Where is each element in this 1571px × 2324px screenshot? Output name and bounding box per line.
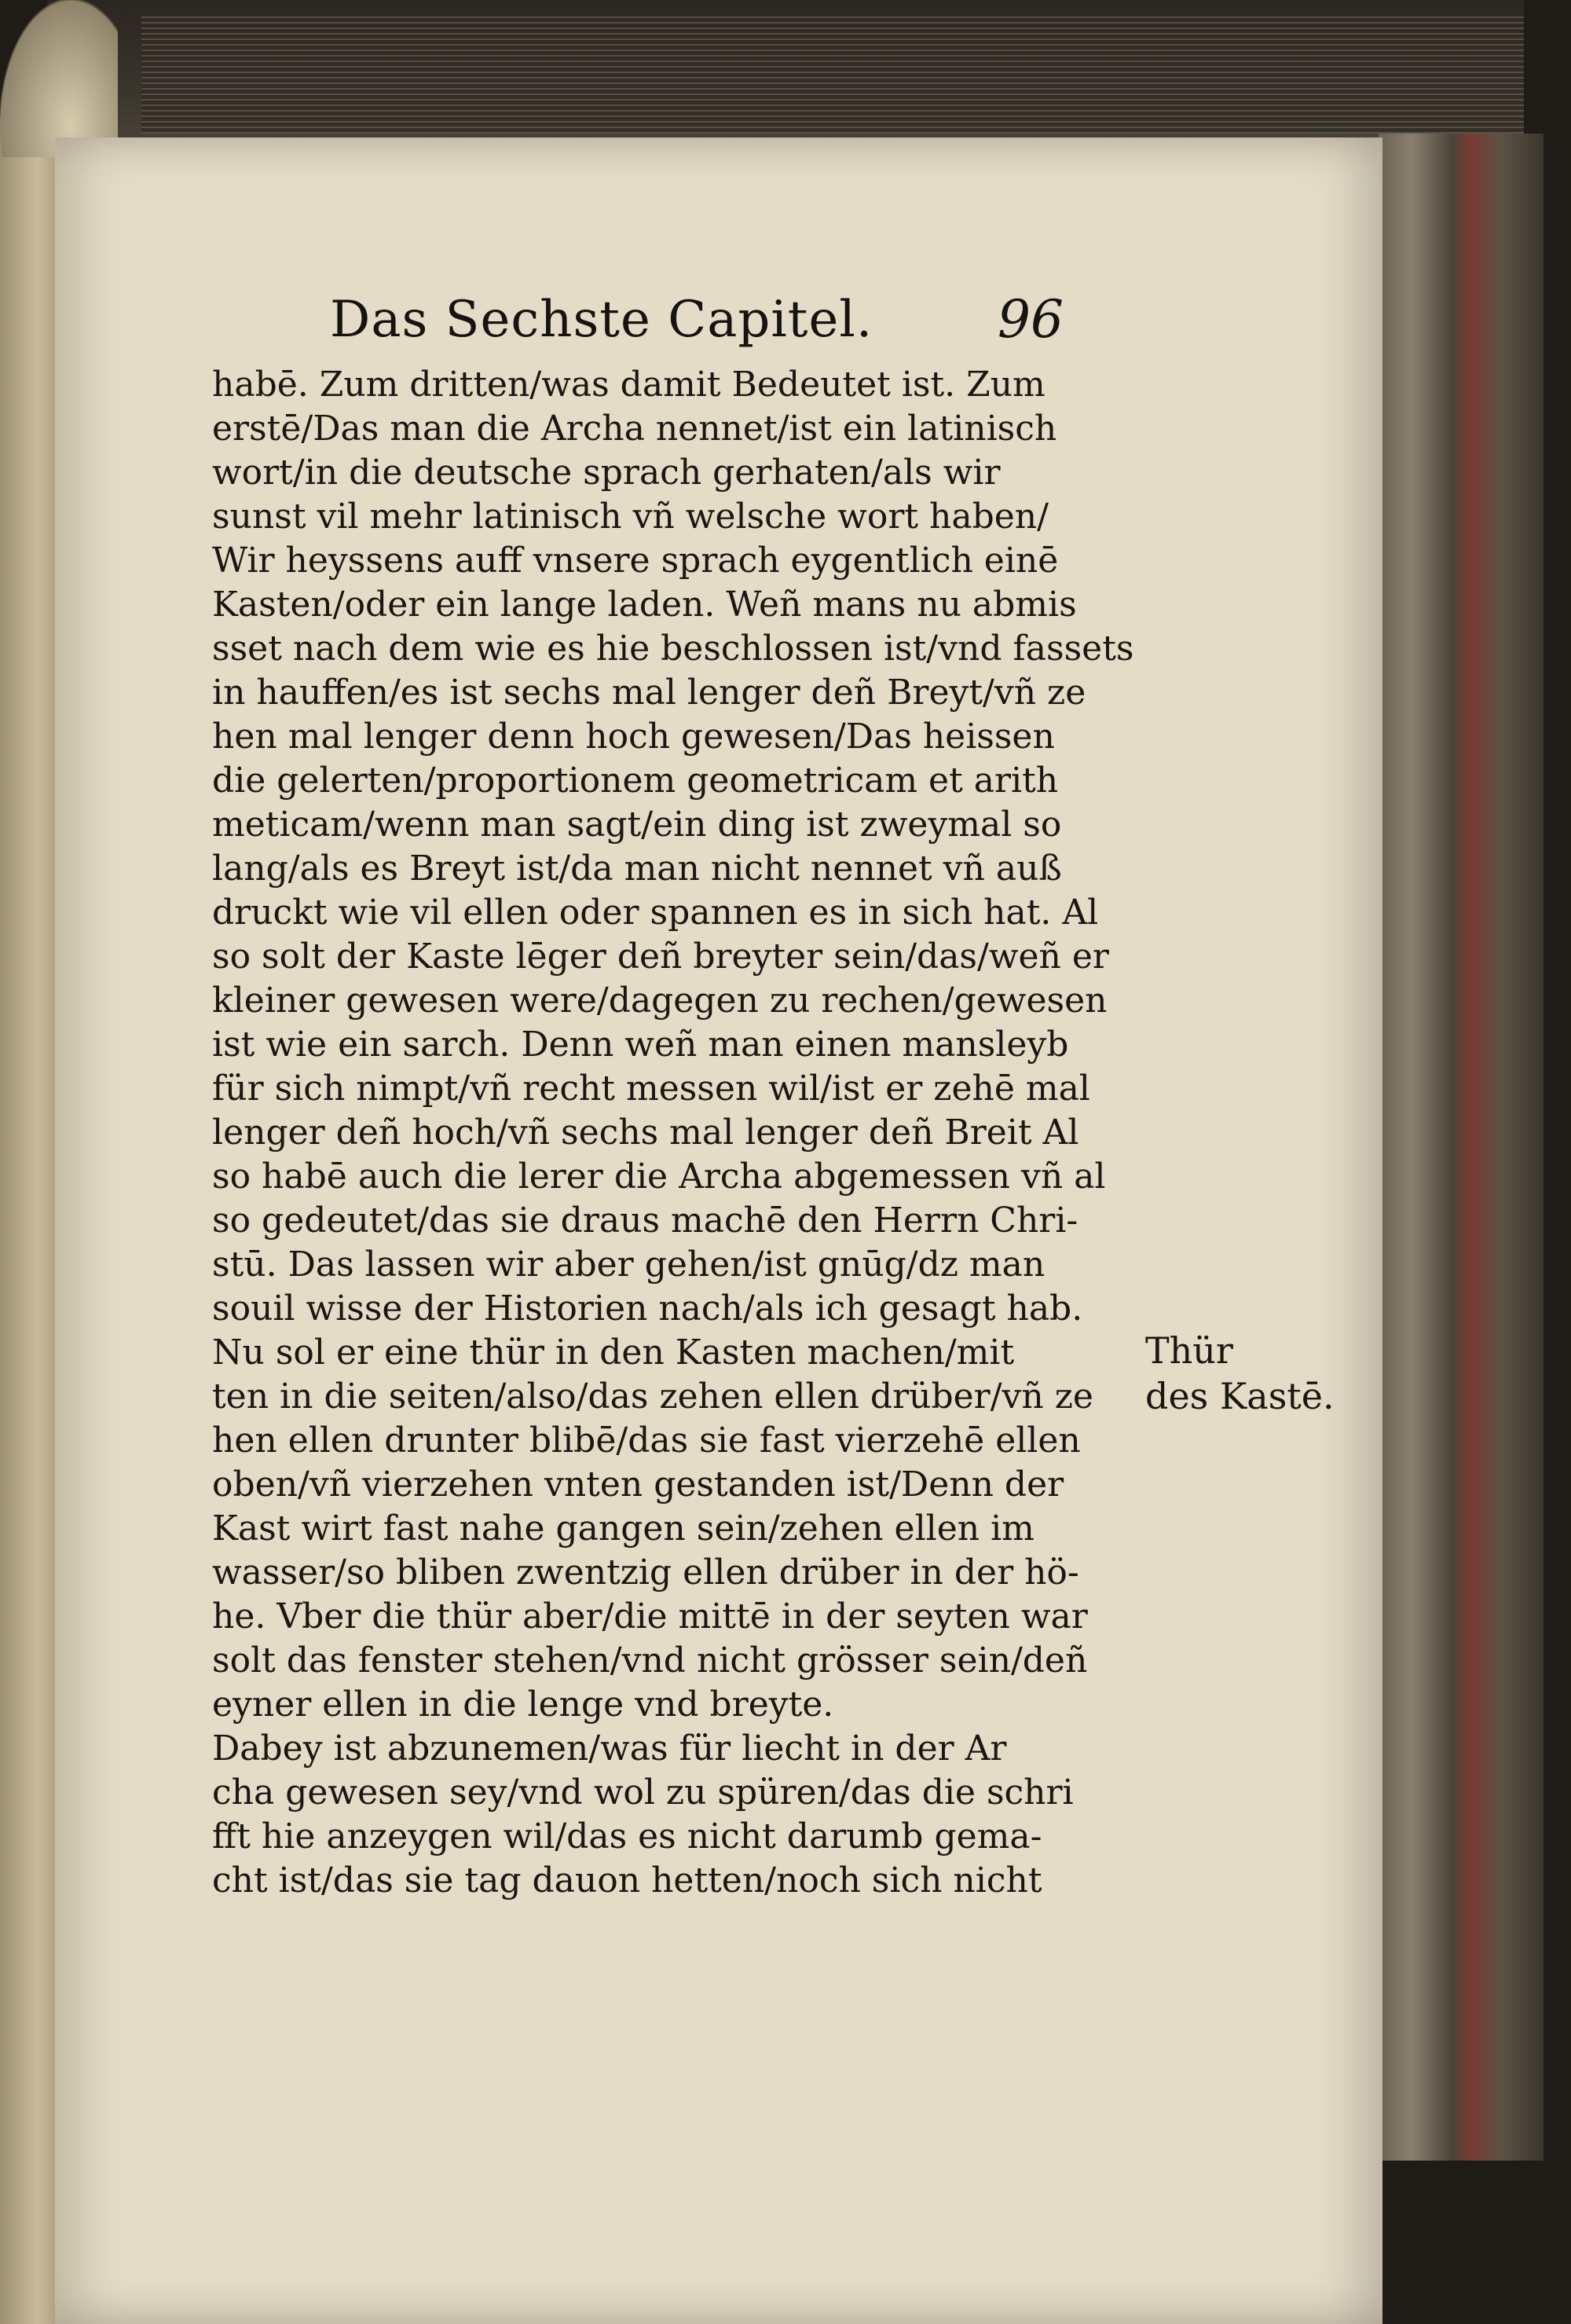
marginal-note [1145, 1328, 1335, 1419]
text-line: Nu sol er eine thür in den Kasten machen/mit [212, 1332, 1015, 1373]
text-line: hen mal lenger denn hoch gewesen/Das heissen [212, 717, 1055, 757]
text-line: Kasten/oder ein lange laden. Weñ mans nu abmis [212, 585, 1077, 625]
text-line: cha gewesen sey/vnd wol zu spüren/das die schri [212, 1772, 1074, 1813]
main-text [212, 363, 1135, 1903]
marginal-note-line: des Kastē. [1145, 1375, 1335, 1417]
text-line: cht ist/das sie tag dauon hetten/noch sich nicht [212, 1860, 1042, 1901]
text-line: in hauffen/es ist sechs mal lenger deñ Breyt/vñ ze [212, 673, 1086, 713]
marginal-note-line: Thür [1145, 1329, 1233, 1372]
text-line: wasser/so bliben zwentzig ellen drüber in der hö- [212, 1552, 1079, 1593]
text-line: stū. Das lassen wir aber gehen/ist gnūg/dz man [212, 1244, 1046, 1285]
text-line: kleiner gewesen were/dagegen zu rechen/gewesen [212, 981, 1108, 1021]
text-line: souil wisse der Historien nach/als ich gesagt hab. [212, 1288, 1083, 1329]
text-line: lenger deñ hoch/vñ sechs mal lenger deñ Breit Al [212, 1113, 1079, 1153]
text-line: für sich nimpt/vñ recht messen wil/ist er zehē mal [212, 1069, 1090, 1109]
text-line: die gelerten/proportionem geometricam et arith [212, 761, 1059, 801]
text-line: Wir heyssens auff vnsere sprach eygentlich einē [212, 541, 1059, 581]
text-line: habē. Zum dritten/was damit Bedeutet ist. Zum [212, 365, 1046, 405]
right-page-edges [1379, 134, 1544, 2161]
text-line: fft hie anzeygen wil/das es nicht darumb gema- [212, 1816, 1042, 1857]
text-line: wort/in die deutsche sprach gerhaten/als wir [212, 453, 1001, 493]
text-line: meticam/wenn man sagt/ein ding ist zweymal so [212, 805, 1062, 845]
text-line: oben/vñ vierzehen vnten gestanden ist/Denn der [212, 1464, 1064, 1505]
running-header: Das Sechste Capitel. [330, 291, 873, 349]
text-line: druckt wie vil ellen oder spannen es in sich hat. Al [212, 893, 1099, 933]
book-top-edge [47, 0, 1524, 149]
left-page-curl [0, 0, 118, 157]
text-line: so habē auch die lerer die Archa abgemessen vñ al [212, 1157, 1106, 1197]
text-line: lang/als es Breyt ist/da man nicht nennet vñ auß [212, 849, 1062, 889]
text-line: so gedeutet/das sie draus machē den Herrn Chri- [212, 1200, 1078, 1241]
text-line: ten in die seiten/also/das zehen ellen drüber/vñ ze [212, 1376, 1093, 1417]
text-line: ist wie ein sarch. Denn weñ man einen mansleyb [212, 1025, 1069, 1065]
left-page-edge [0, 118, 63, 2324]
text-line: erstē/Das man die Archa nennet/ist ein latinisch [212, 409, 1057, 449]
text-line: hen ellen drunter blibē/das sie fast vierzehē ellen [212, 1420, 1081, 1461]
text-line: so solt der Kaste lēger deñ breyter sein/das/weñ er [212, 937, 1109, 977]
page-edges [141, 16, 1524, 134]
text-line: sunst vil mehr latinisch vñ welsche wort haben/ [212, 497, 1049, 537]
page-number: 96 [998, 289, 1064, 350]
text-line: solt das fenster stehen/vnd nicht grösser sein/deñ [212, 1640, 1088, 1681]
text-line: Kast wirt fast nahe gangen sein/zehen ellen im [212, 1508, 1035, 1549]
text-line: eyner ellen in die lenge vnd breyte. [212, 1684, 834, 1725]
text-line: Dabey ist abzunemen/was für liecht in der Ar [212, 1728, 1007, 1769]
text-line: he. Vber die thür aber/die mittē in der seyten war [212, 1596, 1088, 1637]
text-line: sset nach dem wie es hie beschlossen ist/vnd fassets [212, 629, 1134, 669]
